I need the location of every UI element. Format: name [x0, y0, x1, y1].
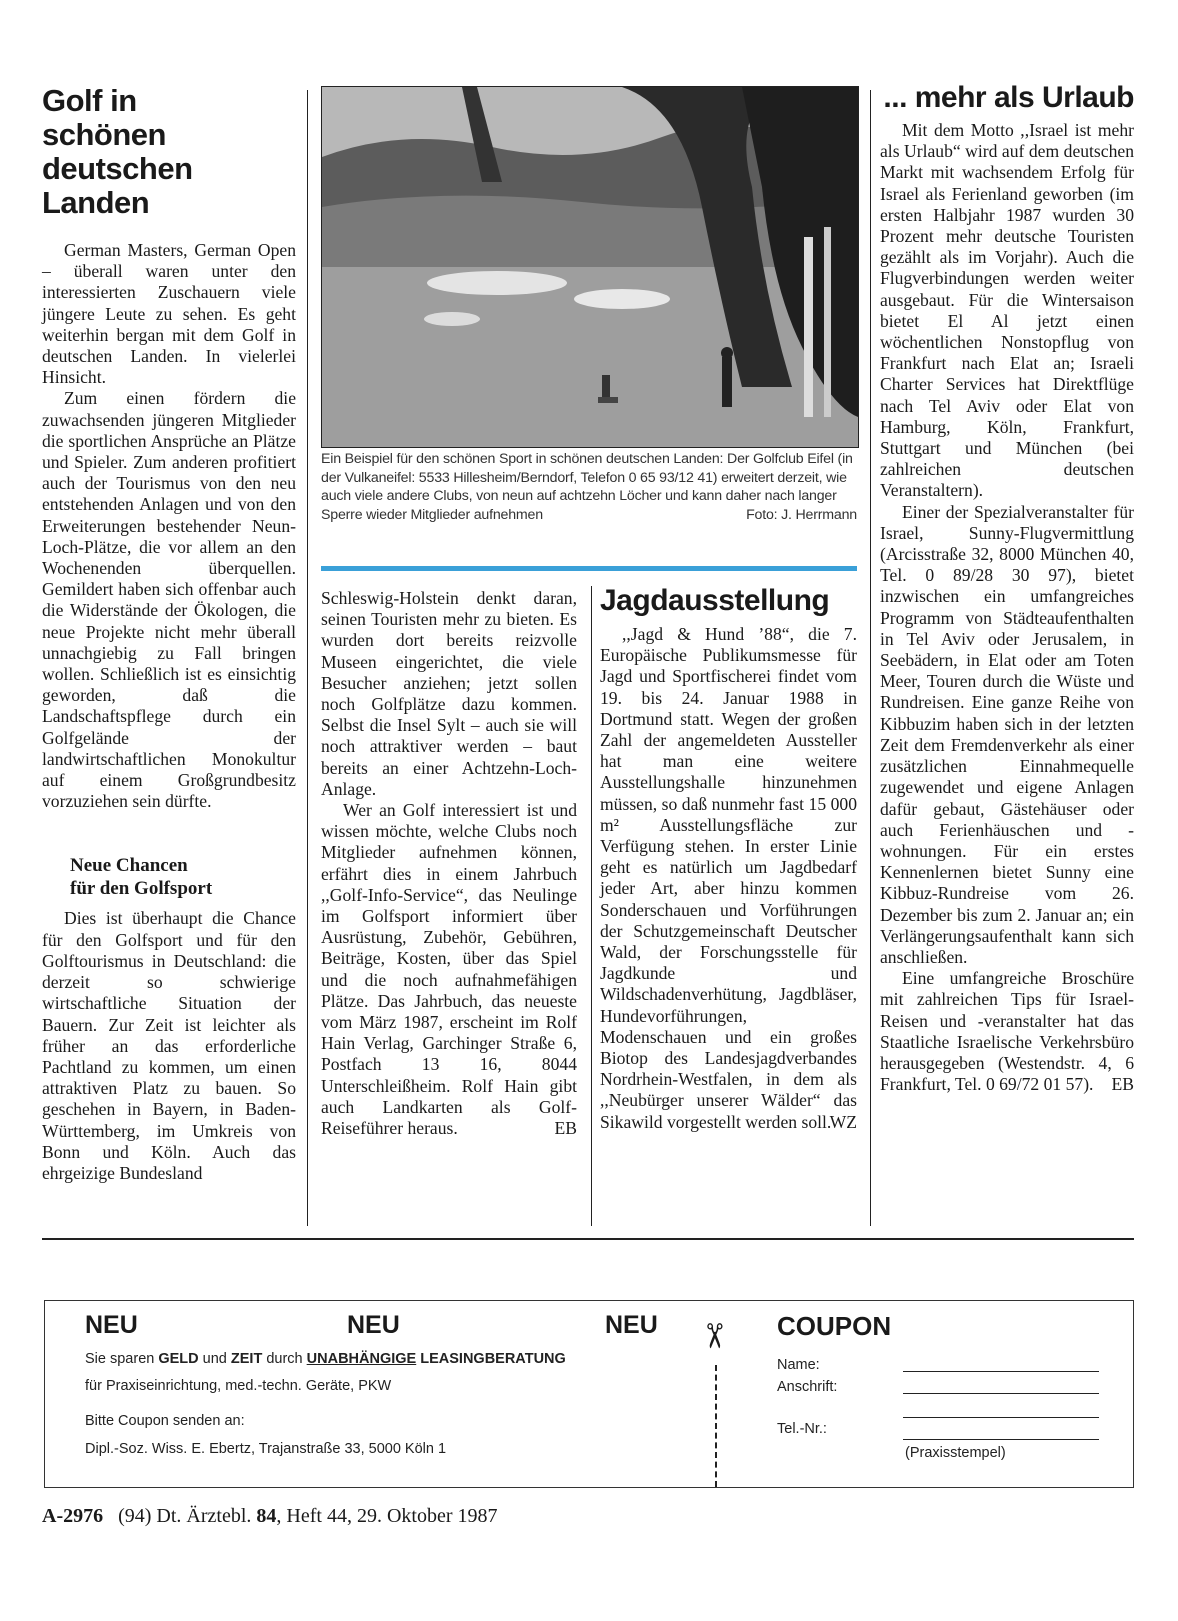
golf-course-image: [322, 87, 858, 447]
golf-subhead: Neue Chancen für den Golfsport: [70, 855, 213, 900]
scissors-icon: ✂: [694, 1321, 733, 1351]
leasing-advertisement: [44, 1300, 1134, 1488]
page-number: A-2976: [42, 1505, 104, 1527]
left-column: [42, 84, 296, 1184]
coupon-address-field-2[interactable]: [903, 1417, 1099, 1418]
coupon-address-field[interactable]: [903, 1393, 1099, 1394]
column-divider: [870, 90, 871, 1226]
blue-divider: [321, 566, 857, 571]
golf-continuation-column: Schleswig-Holstein denkt daran, seinen Touristen mehr zu bieten. Es wurden dort bereits reizvolle Museen eingerichtet, die viele Besucher anziehen; jetzt sollen noch Golfplätze dazu kommen. Selbst die Insel Sylt – auch sie will noch attraktiver werden – baut bereits an einer Achtzehn-Loch-Anlage. Wer an Golf interessiert ist und wissen möchte, welche Clubs noch Mitglieder aufnehmen können, erfährt dies in einem Jahrbuch ,,Golf-Info-Service“, das Neulinge im Golfsport informiert über Ausrüstung, Zubehör, Gebühren, Beiträge, Kosten, über das Spiel und die noch aufnahmefähigen Plätze. Das Jahrbuch, das neueste vom März 1987, erscheint im Rolf Hain Verlag, Garchinger Straße 6, Postfach 13 16, 8044 Unterschleißheim. Rolf Hain gibt auch Landkarten als Golf-Reiseführer heraus. EB: [321, 588, 577, 1139]
neu-label: NEU: [605, 1311, 658, 1339]
urlaub-paragraph: Einer der Spezialveranstalter für Israel, Sunny-Flugvermittlung (Arcisstraße 32, 8000 München 40, Tel. 0 89/28 30 97), bietet inzwischen ein umfangreiches Programm von Städteaufenthalten in Tel Aviv oder Jerusalem, in Seebädern, in Elat oder am Toten Meer, Touren durch die Wüste und Rundreisen. Eine ganze Reihe von Kibbuzim haben sich in der letzten Zeit dem Fremdenverkehr als einer zusätzlichen Einnahmequelle zugewendet und eigene Anlagen dafür gebaut, Gästehäuser oder auch Ferienhäuschen und -wohnungen. Für ein erstes Kennenlernen bietet Sunny eine Kibbuz-Rundreise vom 26. Dezember bis zum 2. Januar an; ein Verlängerungsaufenthalt kann sich anschließen.: [880, 501, 1134, 967]
jagd-paragraph: ,,Jagd & Hund ’88“, die 7. Europäische Publikumsmesse für Jagd und Sportfischerei findet vom 19. bis 24. Januar 1988 in Dortmund statt. Wegen der großen Zahl der angemeldeten Aussteller hat man eine weitere Ausstellungshalle hinzunehmen müssen, so daß nunmehr fast 15 000 m² Ausstellungsfläche zur Verfügung stehen. In erster Linie geht es natürlich um Jagdbedarf jeder Art, aber hinzu kommen Sonderschauen und Vorführungen der Schutzgemeinschaft Deutscher Wald, der Forschungsstelle für Jagdkunde und Wildschadenverhütung, Jagdbläser, Hundevorführungen, Modenschauen und ein großes Biotop des Landesjagdverbandes Nordrhein-Westfalen, in dem als ,,Neubürger unserer Wälder“ das Sikawild vorgestellt werden soll.: [600, 624, 857, 1132]
golf-paragraph: Dies ist überhaupt die Chance für den Golfsport und für den Golftourismus in Deutschland: die derzeit so schwierige wirtschaftliche Situation der Bauern. Zur Zeit ist leichter als früher an das erforderliche Pachtland zu kommen, um einen attraktiven Platz zu bauen. So geschehen in Bayern, in Baden-Württemberg, im Umkreis von Bonn und Köln. Auch das ehrgeizige Bundesland: [42, 908, 296, 1183]
photo-credit: Foto: J. Herrmann: [746, 506, 857, 523]
golf-headline: Golf in schönen deutschen Landen: [42, 83, 193, 220]
coupon-phone-label: Tel.-Nr.:: [777, 1421, 827, 1437]
ad-address: Dipl.-Soz. Wiss. E. Ebertz, Trajanstraße 33, 5000 Köln 1: [85, 1441, 447, 1457]
coupon-address-label: Anschrift:: [777, 1379, 838, 1395]
jagd-headline: Jagdausstellung: [600, 584, 830, 617]
urlaub-paragraph: Mit dem Motto ,,Israel ist mehr als Urlaub“ wird auf dem deutschen Markt mit wachsendem Erfolg für Israel als Ferienland geworben (im ersten Halbjahr 1987 wurden 30 Prozent mehr deutsche Touristen gezählt als im Vorjahr). Auch die Flugverbindungen werden weiter ausgebaut. Für die Wintersaison bietet El Al jetzt einen wöchentlichen Nonstopflug von Frankfurt nach Elat an; Israeli Charter Services hat Direktflüge nach Tel Aviv oder Elat von Hamburg, Köln, Frankfurt, Stuttgart und München (bei zahlreichen deutschen Veranstaltern).: [880, 120, 1134, 501]
golf-course-photo: [321, 86, 859, 448]
column-divider: [307, 90, 308, 1226]
coupon-phone-field[interactable]: [903, 1439, 1099, 1440]
urlaub-headline: ... mehr als Urlaub: [883, 81, 1134, 114]
ad-send-instruction: Bitte Coupon senden an:: [85, 1413, 245, 1429]
right-column: [880, 80, 1134, 1096]
golf-paragraph: German Masters, German Open – überall waren unter den interessierten Zuschauern viele jüngere Leute zu sehen. Es geht weiterhin bergan mit dem Golf in deutschen Landen. In vielerlei Hinsicht.: [42, 240, 296, 388]
urlaub-author: EB: [1111, 1074, 1134, 1095]
coupon-name-field[interactable]: [903, 1371, 1099, 1372]
ad-slogan: Sie sparen GELD und ZEIT durch UNABHÄNGIGE LEASINGBERATUNG: [85, 1351, 566, 1367]
urlaub-paragraph: Eine umfangreiche Broschüre mit zahlreichen Tips für Israel-Reisen und -veranstalter hat das Staatliche Israelische Verkehrsbüro herausgegeben (Westendstr. 4, 6 Frankfurt, Tel. 0 69/72 01 57).: [880, 968, 1134, 1095]
coupon-stamp-label: (Praxisstempel): [905, 1445, 1006, 1461]
photo-caption: Ein Beispiel für den schönen Sport in schönen deutschen Landen: Der Golfclub Eifel (in der Vulkaneifel: 5533 Hillesheim/Berndorf, Telefon 0 65 93/12 41) erweitert derzeit, wie auch viele andere Clubs, von neun auf achtzehn Löcher und kann daher nach langer Sperre wieder Mitglieder aufnehmen Foto: J. Herrmann: [321, 451, 857, 523]
page-footer: A-2976 (94) Dt. Ärztebl. 84, Heft 44, 29. Oktober 1987: [42, 1505, 498, 1527]
golf-paragraph: Zum einen fördern die zuwachsenden jüngeren Mitglieder die sportlichen Ansprüche an Plätze und Spieler. Zum anderen profitiert auch der Tourismus von den neu entstehenden Anlagen und von den Erweiterungen bestehender Neun-Loch-Plätze, die vor allem an den Wochenenden überquellen. Gemildert haben sich offenbar auch die Widerstände der Ökologen, die neue Projekte nicht mehr überall unnachgiebig zu Fall bringen wollen. Schließlich ist es einsichtig geworden, daß die Landschaftspflege durch ein Golfgelände der landwirtschaftlichen Monokultur auf einem Großgrundbesitz vorzuziehen sein dürfte.: [42, 388, 296, 812]
jagd-author: WZ: [829, 1111, 857, 1132]
ad-services: für Praxiseinrichtung, med.-techn. Geräte, PKW: [85, 1378, 392, 1394]
golf-author: EB: [554, 1118, 577, 1139]
page-divider: [42, 1238, 1134, 1240]
neu-label: NEU: [85, 1311, 138, 1339]
coupon-title: COUPON: [777, 1311, 892, 1341]
column-divider: [591, 586, 592, 1226]
jagd-column: [600, 584, 857, 1133]
coupon-name-label: Name:: [777, 1357, 820, 1373]
cut-line: [715, 1365, 717, 1487]
neu-label: NEU: [347, 1311, 400, 1339]
